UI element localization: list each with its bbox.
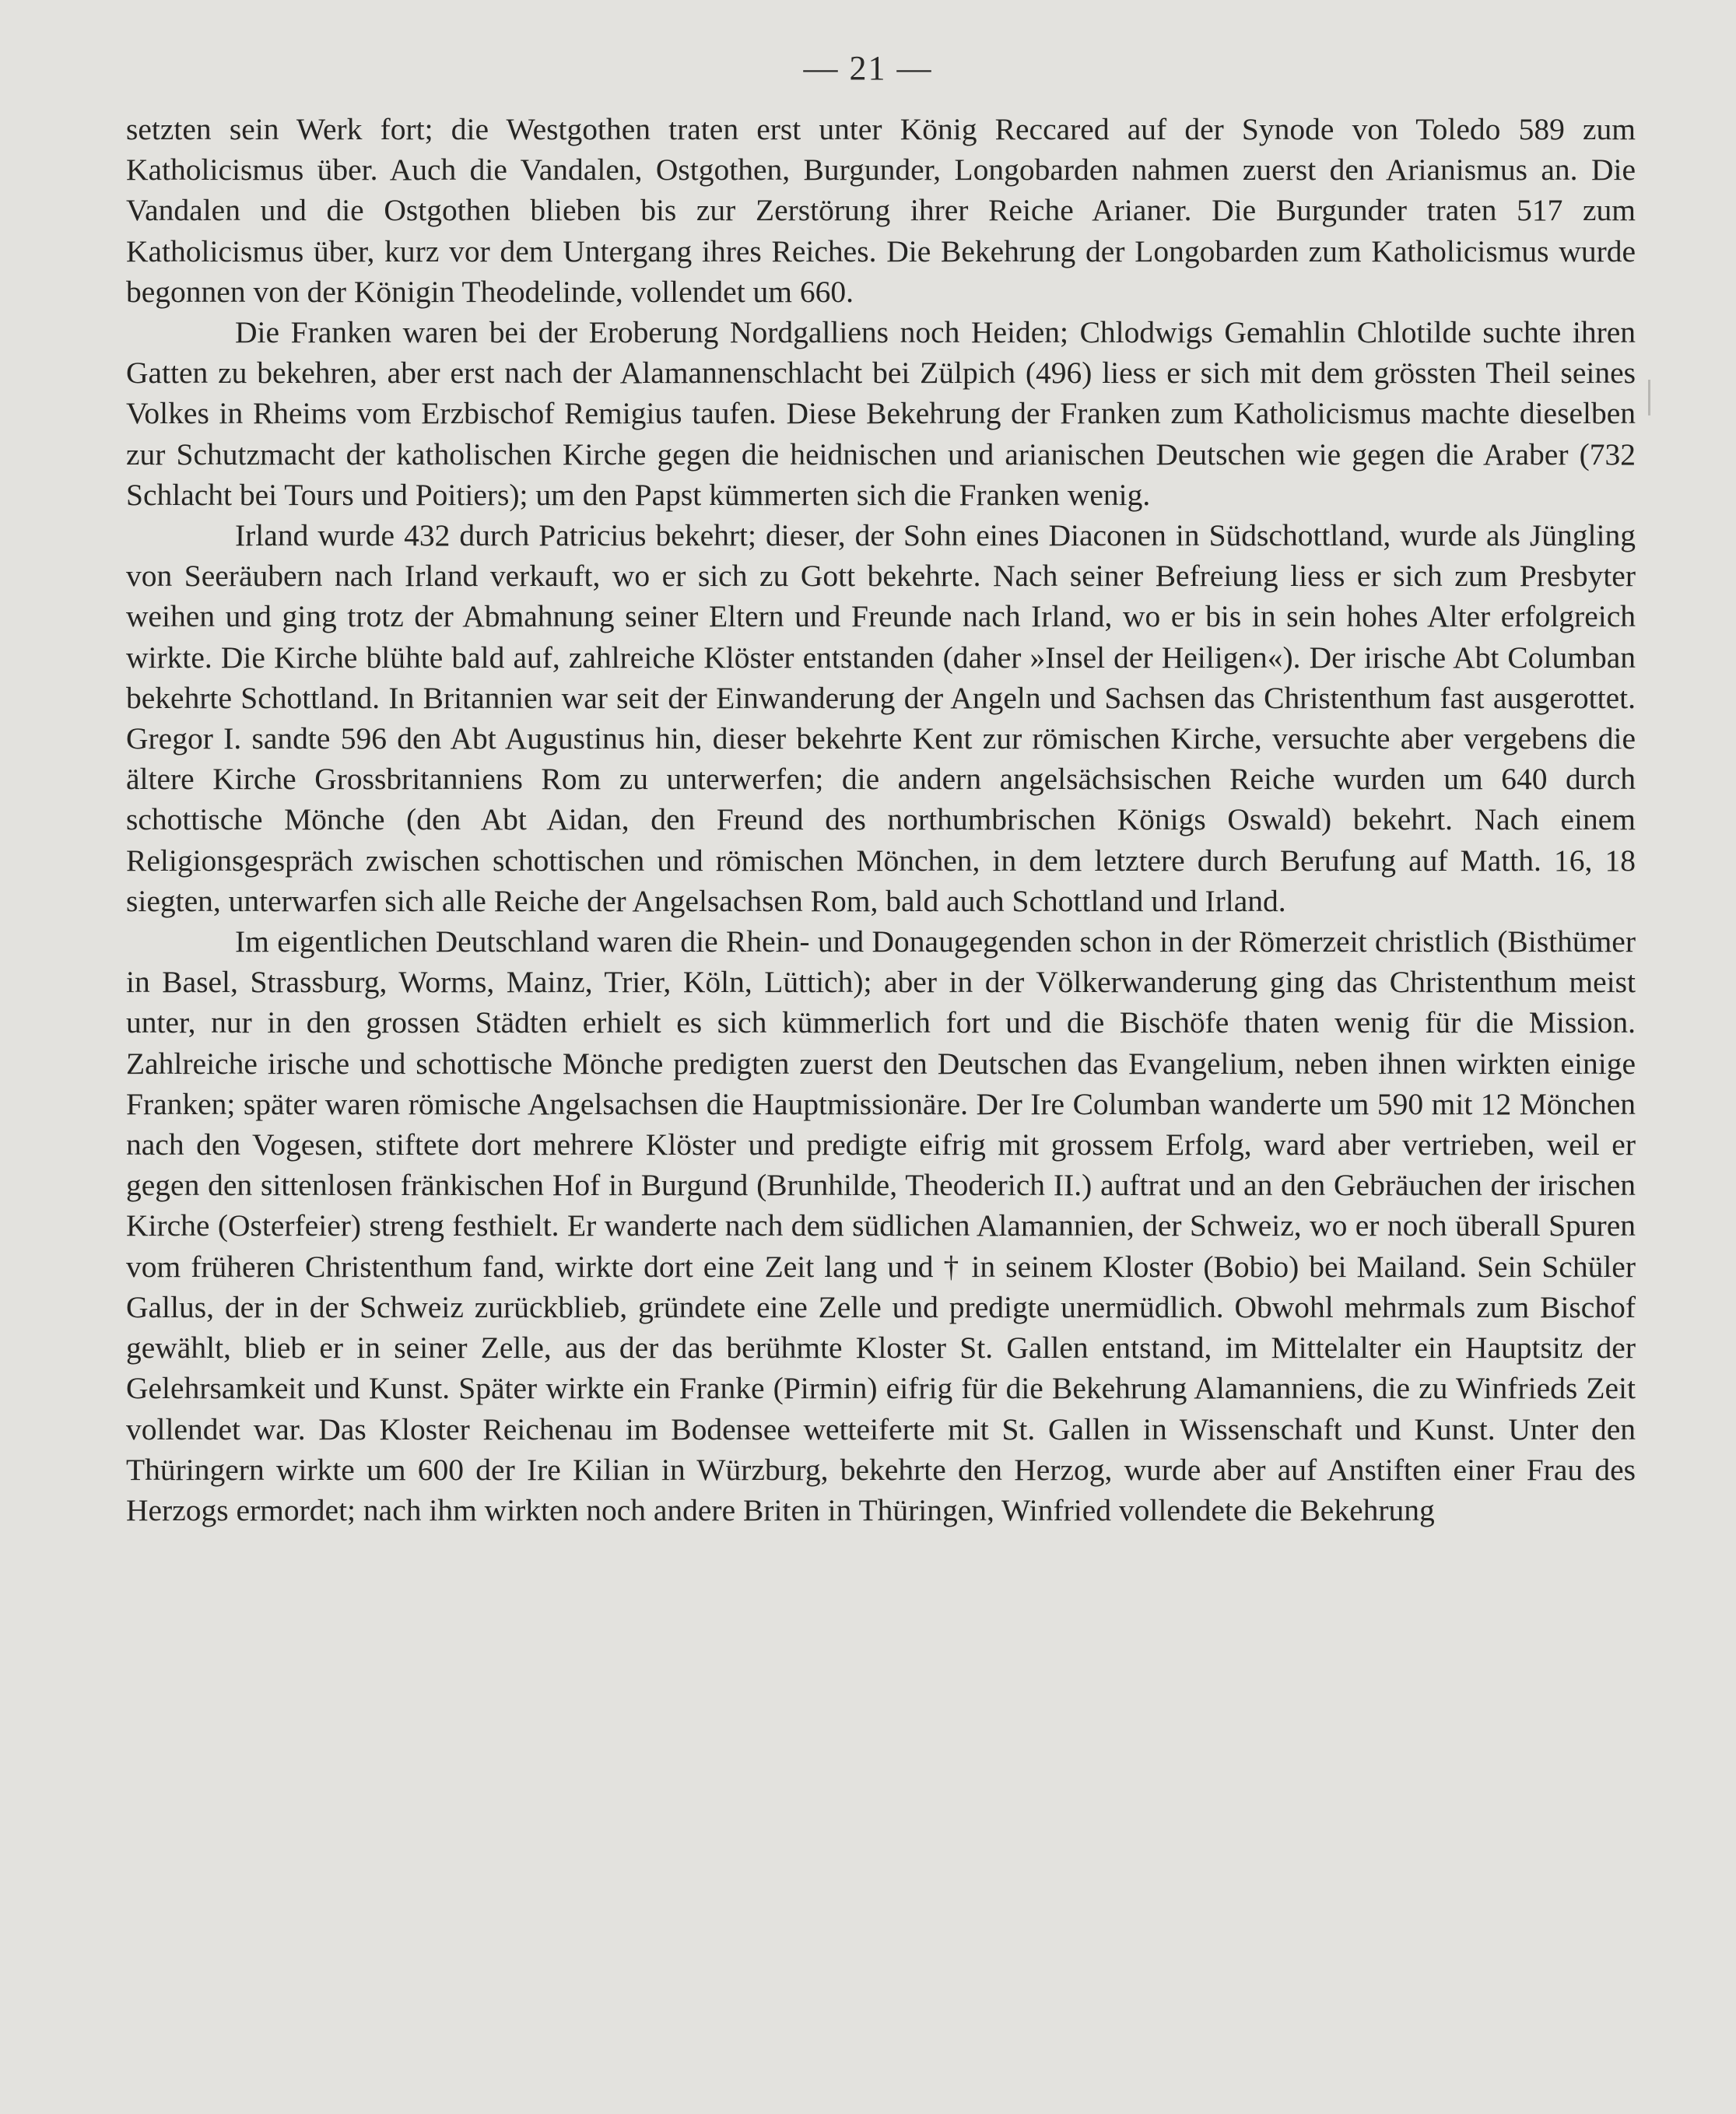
body-text	[126, 109, 1636, 1530]
page-number: — 21 —	[803, 49, 933, 87]
paragraph-franken: Die Franken waren bei der Eroberung Nordgalliens noch Heiden; Chlodwigs Gemahlin Chlotilde suchte ihren Gatten zu bekehren, aber erst nach der Alamannenschlacht bei Zülpich (496) liess er sich mit dem grössten Theil seines Volkes in Rheims vom Erzbischof Remigius taufen. Diese Bekehrung der Franken zum Katholicismus machte dieselben zur Schutzmacht der katholischen Kirche gegen die heidnischen und arianischen Deutschen wie gegen die Araber (732 Schlacht bei Tours und Poitiers); um den Papst kümmerten sich die Franken wenig.	[126, 315, 1636, 512]
paragraph-irland: Irland wurde 432 durch Patricius bekehrt; dieser, der Sohn eines Diaconen in Südschottland, wurde als Jüngling von Seeräubern nach Irland verkauft, wo er sich zu Gott bekehrte. Nach seiner Befreiung liess er sich zum Presbyter weihen und ging trotz der Abmahnung seiner Eltern und Freunde nach Irland, wo er bis in sein hohes Alter erfolgreich wirkte. Die Kirche blühte bald auf, zahlreiche Klöster entstanden (daher »Insel der Heiligen«). Der irische Abt Columban bekehrte Schottland. In Britannien war seit der Einwanderung der Angeln und Sachsen das Christenthum fast ausgerottet. Gregor I. sandte 596 den Abt Augustinus hin, dieser bekehrte Kent zur römischen Kirche, versuchte aber vergebens die ältere Kirche Grossbritanniens Rom zu unterwerfen; die andern angelsächsischen Reiche wurden um 640 durch schottische Mönche (den Abt Aidan, den Freund des northumbrischen Königs Oswald) bekehrt. Nach einem Religionsgespräch zwischen schottischen und römischen Mönchen, in dem letztere durch Berufung auf Matth. 16, 18 siegten, unterwarfen sich alle Reiche der Angelsachsen Rom, bald auch Schottland und Irland.	[126, 518, 1636, 918]
margin-mark	[1648, 380, 1650, 415]
paragraph-deutschland: Im eigentlichen Deutschland waren die Rhein- und Donaugegenden schon in der Römerzeit christlich (Bisthümer in Basel, Strassburg, Worms, Mainz, Trier, Köln, Lüttich); aber in der Völkerwanderung ging das Christenthum meist unter, nur in den grossen Städten erhielt es sich kümmerlich fort und die Bischöfe thaten wenig für die Mission. Zahlreiche irische und schottische Mönche predigten zuerst den Deutschen das Evangelium, neben ihnen wirkten einige Franken; später waren römische Angelsachsen die Hauptmissionäre. Der Ire Columban wanderte um 590 mit 12 Mönchen nach den Vogesen, stiftete dort mehrere Klöster und predigte eifrig mit grossem Erfolg, ward aber vertrieben, weil er gegen den sittenlosen fränkischen Hof in Burgund (Brunhilde, Theoderich II.) auftrat und an den Gebräuchen der irischen Kirche (Osterfeier) streng festhielt. Er wanderte nach dem südlichen Alamannien, der Schweiz, wo er noch überall Spuren vom früheren Christenthum fand, wirkte dort eine Zeit lang und † in seinem Kloster (Bobio) bei Mailand. Sein Schüler Gallus, der in der Schweiz zurückblieb, gründete eine Zelle und predigte unermüdlich. Obwohl mehrmals zum Bischof gewählt, blieb er in seiner Zelle, aus der das berühmte Kloster St. Gallen entstand, im Mittelalter ein Hauptsitz der Gelehrsamkeit und Kunst. Später wirkte ein Franke (Pirmin) eifrig für die Bekehrung Alamanniens, die zu Winfrieds Zeit vollendet war. Das Kloster Reichenau im Bodensee wetteiferte mit St. Gallen in Wissenschaft und Kunst. Unter den Thüringern wirkte um 600 der Ire Kilian in Würzburg, bekehrte den Herzog, wurde aber auf Anstiften einer Frau des Herzogs ermordet; nach ihm wirkten noch andere Briten in Thüringen, Winfried vollendete die Bekehrung	[126, 924, 1636, 1527]
paragraph-westgothen: setzten sein Werk fort; die Westgothen traten erst unter König Reccared auf der Synode von Toledo 589 zum Katholicismus über. Auch die Vandalen, Ostgothen, Burgunder, Longobarden nahmen zuerst den Arianismus an. Die Vandalen und die Ostgothen blieben bis zur Zerstörung ihrer Reiche Arianer. Die Burgunder traten 517 zum Katholicismus über, kurz vor dem Untergang ihres Reiches. Die Bekehrung der Longobarden zum Katholicismus wurde begonnen von der Königin Theodelinde, vollendet um 660.	[126, 112, 1636, 309]
